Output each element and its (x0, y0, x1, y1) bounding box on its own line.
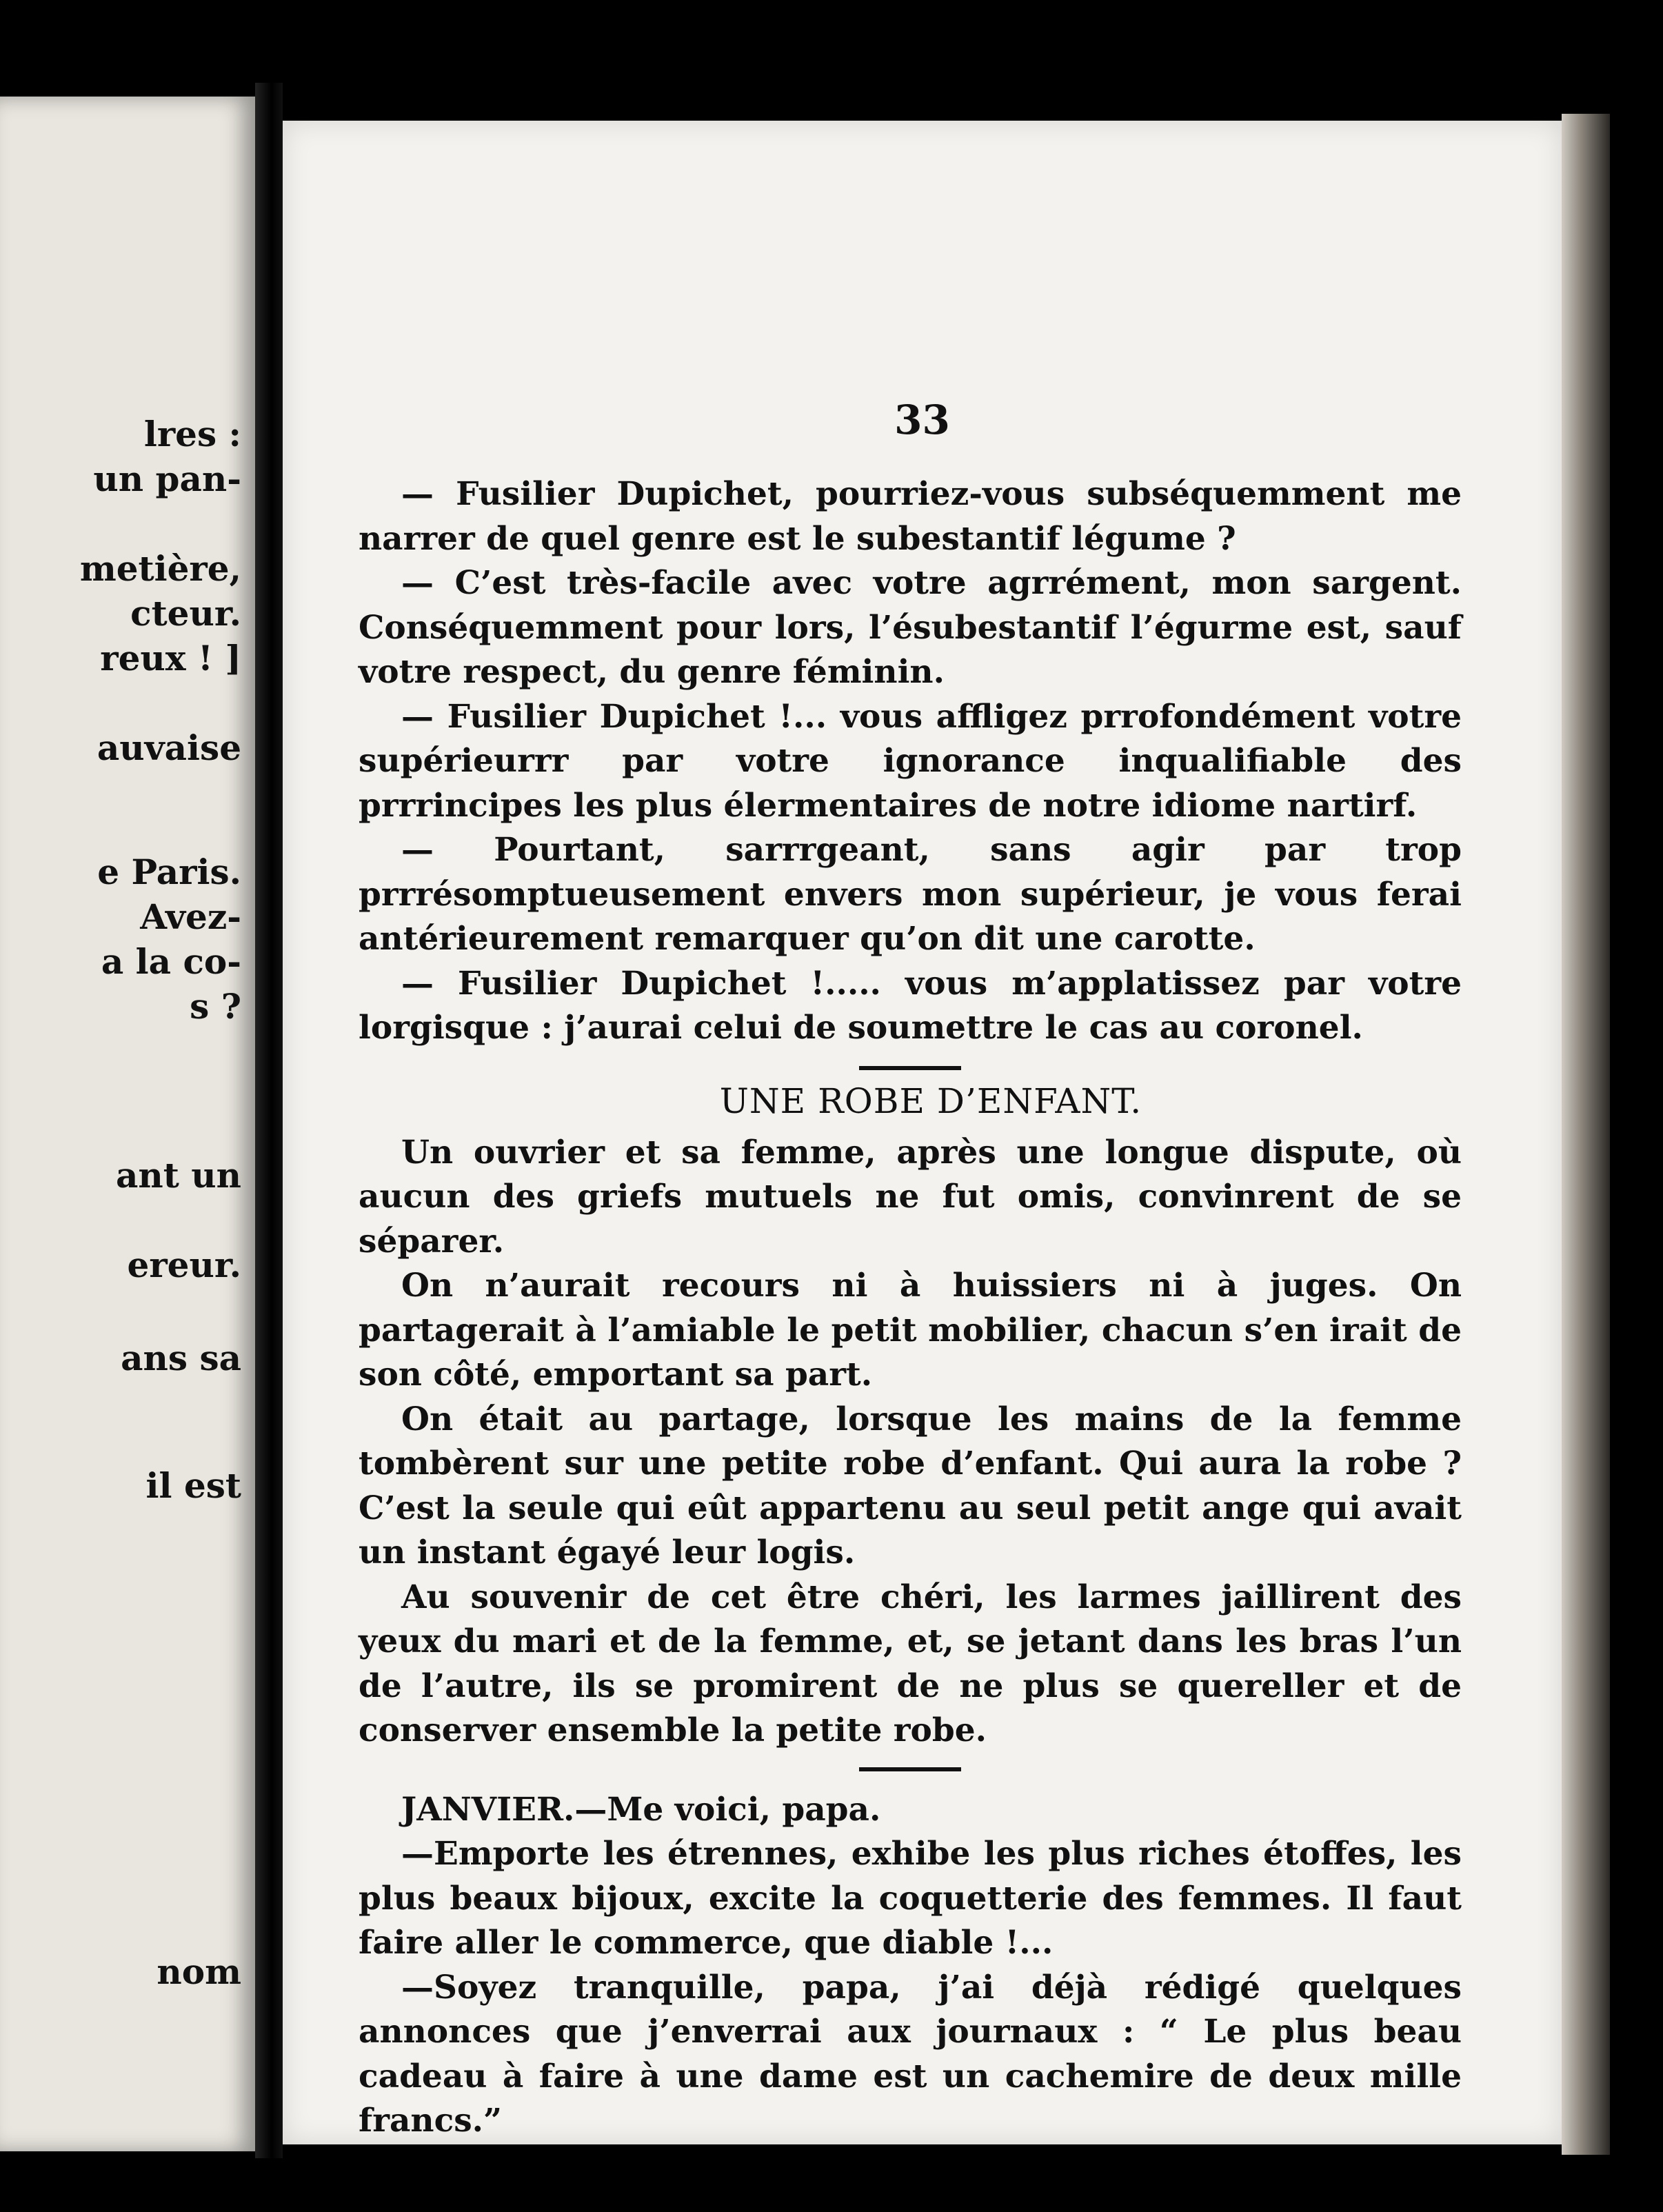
section-title: UNE ROBE D’ENFANT. (719, 1080, 1142, 1121)
janvier-line: JANVIER.—Me voici, papa. (401, 1790, 881, 1829)
section-divider (859, 1066, 961, 1070)
left-fragment: un pan- (93, 459, 241, 499)
left-fragment: a la co- (101, 941, 241, 982)
section-divider (859, 1767, 961, 1771)
left-fragment: ans sa (121, 1338, 241, 1378)
left-fragment: ant un (116, 1155, 241, 1196)
left-fragment: e Paris. (97, 852, 241, 892)
dialogue-line: — Fusilier Dupichet, pourriez-vous subséquemment me narrer de quel genre est le subestantif légume ? (359, 475, 1462, 558)
left-fragment: cteur. (130, 593, 241, 634)
story-paragraph: Au souvenir de cet être chéri, les larmes jaillirent des yeux du mari et de la femme, et, se jetant dans les bras l’un de l’autre, ils se promirent de ne plus se quereller et de conserver ensemble la petite robe. (359, 1578, 1462, 1749)
left-fragment: ereur. (127, 1245, 241, 1285)
page-text (359, 472, 1462, 2144)
left-fragment: reux ! ] (100, 638, 241, 678)
left-fragment: lres : (143, 414, 241, 454)
book-page (283, 121, 1562, 2144)
story-paragraph: Un ouvrier et sa femme, après une longue dispute, où aucun des griefs mutuels ne fut omis, convinrent de se séparer. (359, 1133, 1462, 1260)
left-fragment: il est (145, 1465, 241, 1506)
page-number: 33 (894, 396, 950, 443)
dialogue-line: — Pourtant, sarrrgeant, sans agir par trop prrrésomptueusement envers mon supérieur, je vous ferai antérieurement remarquer qu’on dit une carotte. (359, 831, 1462, 958)
left-fragment: auvaise (97, 727, 241, 768)
janvier-line: —Soyez tranquille, papa, j’ai déjà rédigé quelques annonces que j’enverrai aux journaux : “ Le plus beau cadeau à faire à une dame est un cachemire de deux mille francs.” (359, 1968, 1462, 2140)
left-fragment: s ? (190, 986, 241, 1027)
story-paragraph: On était au partage, lorsque les mains de la femme tombèrent sur une petite robe d’enfant. Qui aura la robe ? C’est la seule qui eût appartenu au seul petit ange qui avait un instant égayé leur logis. (359, 1400, 1462, 1571)
janvier-line: —Emporte les étrennes, exhibe les plus riches étoffes, les plus beaux bijoux, excite la coquetterie des femmes. Il faut faire aller le commerce, que diable !... (359, 1835, 1462, 1962)
left-fragment: nom (157, 1951, 241, 1992)
story-paragraph: On n’aurait recours ni à huissiers ni à juges. On partagerait à l’amiable le petit mobilier, chacun s’en irait de son côté, emportant sa part. (359, 1267, 1462, 1394)
dialogue-line: — C’est très-facile avec votre agrrément, mon sargent. Conséquemment pour lors, l’ésubestantif l’égurme est, sauf votre respect, du genre féminin. (359, 564, 1462, 691)
left-fragment: metière, (79, 548, 241, 589)
left-facing-page (0, 97, 255, 2151)
book-gutter (255, 83, 283, 2158)
page-edge (1562, 114, 1610, 2155)
dialogue-line: — Fusilier Dupichet !... vous affligez prrofondément votre supérieurrr par votre ignorance inqualifiable des prrrincipes les plus élermentaires de notre idiome nartirf. (359, 697, 1462, 825)
left-fragment: Avez- (140, 896, 241, 937)
dialogue-line: — Fusilier Dupichet !..... vous m’applatissez par votre lorgisque : j’aurai celui de soumettre le cas au coronel. (359, 964, 1462, 1047)
